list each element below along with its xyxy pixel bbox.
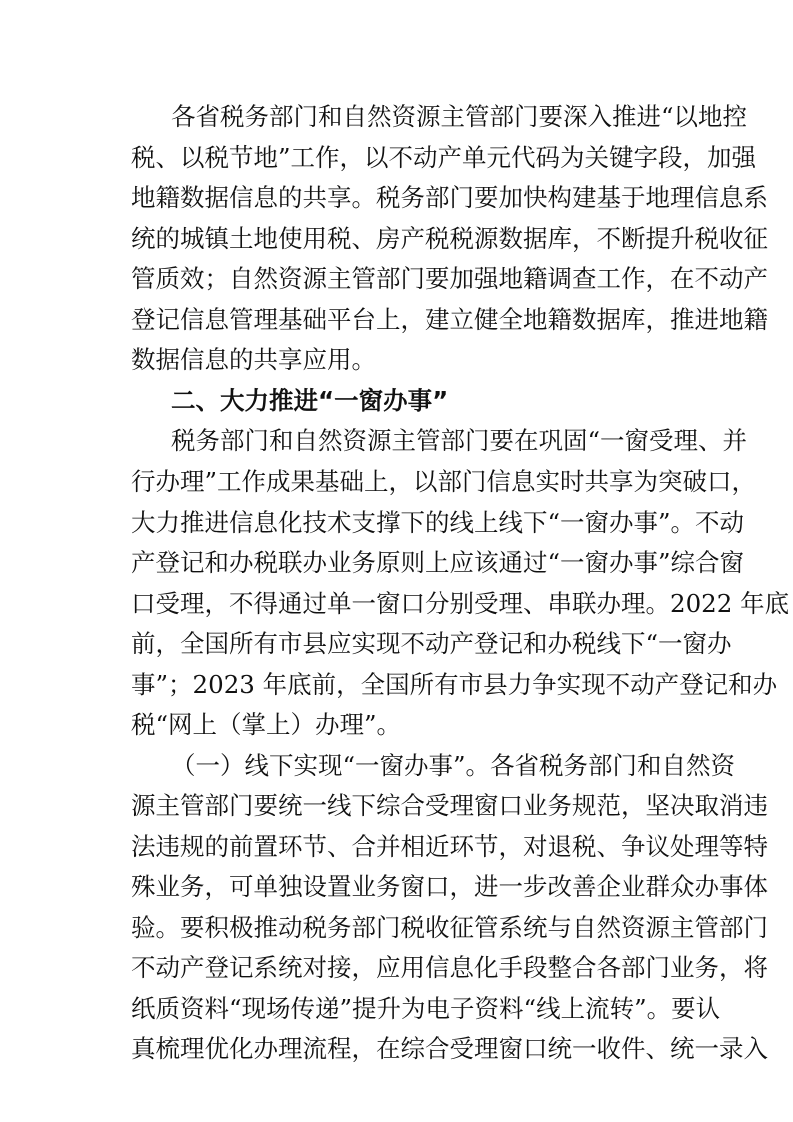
text-line: 验。要积极推动税务部门税收征管系统与自然资源主管部门 xyxy=(131,913,768,942)
text-line: 地籍数据信息的共享。税务部门要加快构建基于地理信息系 xyxy=(131,183,768,212)
text-line: 纸质资料“现场传递”提升为电子资料“线上流转”。要认 xyxy=(131,994,721,1023)
text-line: （一）线下实现“一窗办事”。各省税务部门和自然资 xyxy=(171,751,736,780)
text-line: 各省税务部门和自然资源主管部门要深入推进“以地控 xyxy=(171,102,748,131)
text-line: 事”；2023 年底前，全国所有市县力争实现不动产登记和办 xyxy=(131,670,778,699)
text-line: 税“网上（掌上）办理”。 xyxy=(131,710,402,739)
text-line: 口受理，不得通过单一窗口分别受理、串联办理。2022 年底 xyxy=(131,589,790,618)
text-line: 税务部门和自然资源主管部门要在巩固“一窗受理、并 xyxy=(171,426,748,455)
text-line: 产登记和办税联办业务原则上应该通过“一窗办事”综合窗 xyxy=(131,548,745,577)
text-line: 大力推进信息化技术支撑下的线上线下“一窗办事”。不动 xyxy=(131,508,745,537)
text-line: 数据信息的共享应用。 xyxy=(131,345,376,374)
text-line: 管质效；自然资源主管部门要加强地籍调查工作，在不动产 xyxy=(131,264,768,293)
text-line: 统的城镇土地使用税、房产税税源数据库，不断提升税收征 xyxy=(131,224,768,253)
text-line: 登记信息管理基础平台上，建立健全地籍数据库，推进地籍 xyxy=(131,305,768,334)
text-line: 源主管部门要统一线下综合受理窗口业务规范，坚决取消违 xyxy=(131,791,768,820)
text-line: 税、以税节地”工作，以不动产单元代码为关键字段，加强 xyxy=(131,143,757,172)
text-line: 前，全国所有市县应实现不动产登记和办税线下“一窗办 xyxy=(131,629,732,658)
text-line: 法违规的前置环节、合并相近环节，对退税、争议处理等特 xyxy=(131,832,768,861)
text-line: 殊业务，可单独设置业务窗口，进一步改善企业群众办事体 xyxy=(131,872,768,901)
text-line: 行办理”工作成果基础上，以部门信息实时共享为突破口， xyxy=(131,467,757,496)
text-line: 不动产登记系统对接，应用信息化手段整合各部门业务，将 xyxy=(131,953,768,982)
text-line: 真梳理优化办理流程，在综合受理窗口统一收件、统一录入 xyxy=(131,1034,768,1063)
section-heading: 二、大力推进“一窗办事” xyxy=(171,386,449,415)
